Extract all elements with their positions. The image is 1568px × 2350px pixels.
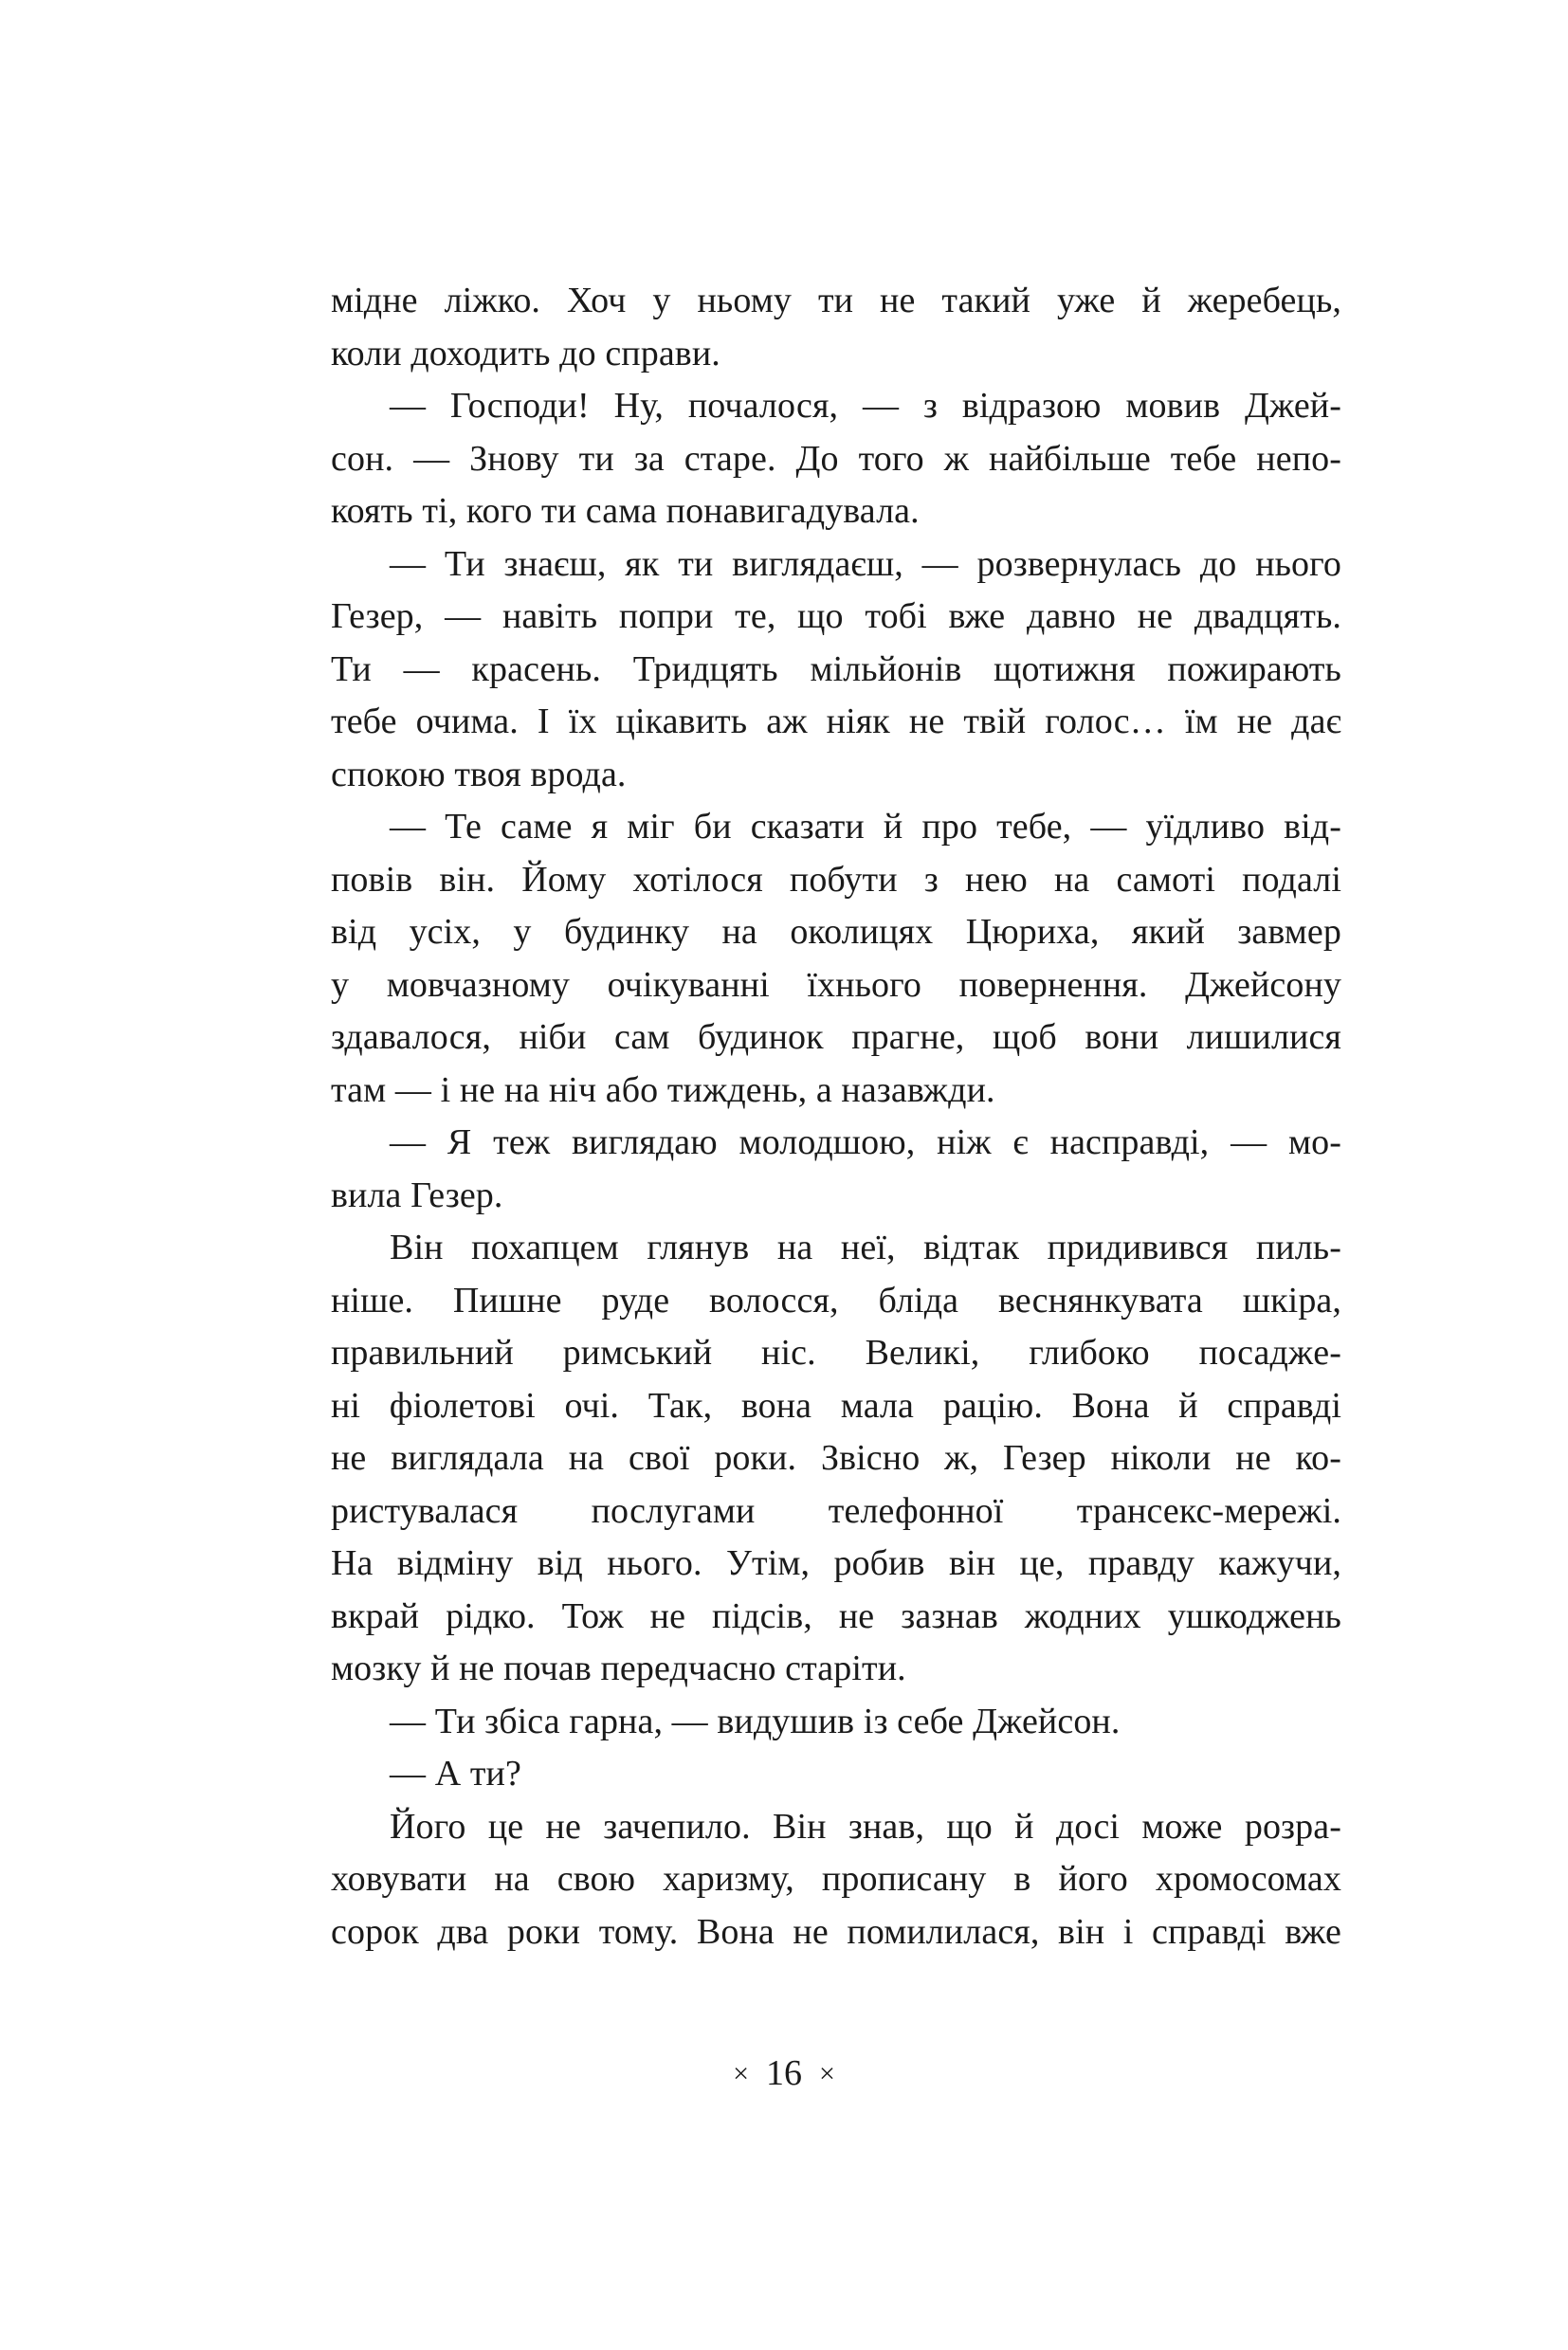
text-line: сорок два роки тому. Вона не помилилася, він і справді вже xyxy=(331,1911,1341,1952)
text-line: мозку й не почав передчасно старіти. xyxy=(331,1649,906,1688)
text-line: коли доходить до справи. xyxy=(331,333,720,373)
text-line: ніше. Пишне руде волосся, бліда веснянкувата шкіра, xyxy=(331,1280,1341,1321)
text-line: здавалося, ніби сам будинок прагне, щоб вони лишилися xyxy=(331,1017,1341,1057)
cross-ornament-icon: × xyxy=(819,2058,835,2089)
text-line: тебе очима. І їх цікавить аж ніяк не твій голос… їм не дає xyxy=(331,701,1341,741)
text-line: Ти — красень. Тридцять мільйонів щотижня пожирають xyxy=(331,648,1341,689)
text-line: вкрай рідко. Тож не підсів, не зазнав жодних ушкоджень xyxy=(331,1595,1341,1636)
text-line: — Те саме я міг би сказати й про тебе, — уїдливо від- xyxy=(390,807,1341,847)
text-line: — Господи! Ну, почалося, — з відразою мовив Джей- xyxy=(390,386,1341,426)
text-line: — А ти? xyxy=(390,1754,521,1794)
text-line: ні фіолетові очі. Так, вона мала рацію. Вона й справді xyxy=(331,1385,1341,1426)
text-line: не виглядала на свої роки. Звісно ж, Гезер ніколи не ко- xyxy=(331,1438,1341,1478)
text-line: Він похапцем глянув на неї, відтак придивився пиль- xyxy=(390,1228,1341,1267)
text-line: повів він. Йому хотілося побути з нею на самоті подалі xyxy=(331,859,1341,900)
text-line: коять ті, кого ти сама понавигадувала. xyxy=(331,491,920,531)
text-line: мідне ліжко. Хоч у ньому ти не такий уже й жеребець, xyxy=(331,281,1341,320)
text-line: ристувалася послугами телефонної трансекс-мережі. xyxy=(331,1490,1341,1531)
text-line: Його це не зачепило. Він знав, що й досі може розра- xyxy=(390,1806,1341,1847)
cross-ornament-icon: × xyxy=(733,2058,749,2089)
text-line: у мовчазному очікуванні їхнього повернення. Джейсону xyxy=(331,964,1341,1005)
text-line: правильний римський ніс. Великі, глибоко посаджe- xyxy=(331,1333,1341,1373)
text-line: Гезер, — навіть попри те, що тобі вже давно не двадцять. xyxy=(331,596,1341,636)
page-number-footer xyxy=(0,2052,1568,2097)
text-line: ховувати на свою харизму, прописану в його хромосомах xyxy=(331,1859,1341,1899)
text-line: — Ти знаєш, як ти виглядаєш, — розвернулась до нього xyxy=(390,543,1341,584)
text-line: вила Гезер. xyxy=(331,1175,503,1215)
text-line: там — і не на ніч або тиждень, а назавжди. xyxy=(331,1069,995,1110)
text-line: На відміну від нього. Утім, робив він це, правду кажучи, xyxy=(331,1543,1341,1583)
page-number: 16 xyxy=(766,2053,802,2093)
body-text xyxy=(331,275,1341,1958)
text-line: — Я теж виглядаю молодшою, ніж є насправді, — мо- xyxy=(390,1122,1341,1162)
text-line: від усіх, у будинку на околицях Цюриха, який завмер xyxy=(331,912,1341,952)
text-line: сон. — Знову ти за старе. До того ж найбільше тебе непо- xyxy=(331,438,1341,479)
text-line: спокою твоя врода. xyxy=(331,754,627,794)
text-line: — Ти збіса гарна, — видушив із себе Джейсон. xyxy=(390,1701,1121,1741)
